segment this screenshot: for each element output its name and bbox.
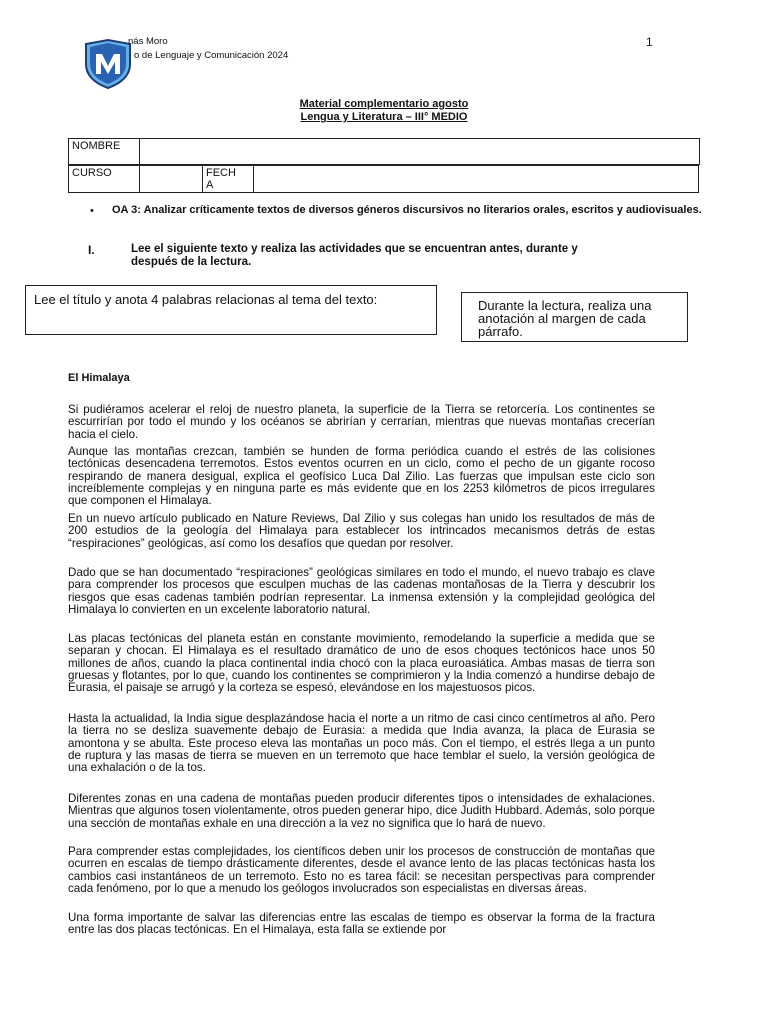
article-paragraph-9: Una forma importante de salvar las diferencias entre las escalas de tiempo es observar la forma de la fractura entre las dos placas tectónicas. En el Himalaya, esta falla se extiende por: [68, 911, 655, 937]
article-paragraph-3: En un nuevo artículo publicado en Nature Reviews, Dal Zilio y sus colegas han unido los resultados de más de 200 estudios de la geología del Himalaya para establecer los intrincados mecanismos detrás de estas “respiraciones” geológicas, así como los desafíos que quedan por resolver.: [68, 512, 655, 550]
nombre-field[interactable]: [140, 139, 700, 165]
page-number: 1: [646, 35, 653, 49]
article-paragraph-8: Para comprender estas complejidades, los científicos deben unir los procesos de construcción de montañas que ocurren en escalas de tiempo drásticamente diferentes, desde el avance lento de las placas tectónicas hasta los cambios casi instantáneos de un terremoto. Esto no es tarea fácil: se necesitan perspectivas para comprender cada fenómeno, por lo que a menudo los geólogos involucrados son especialistas en diversas áreas.: [68, 845, 655, 895]
article-paragraph-1: Si pudiéramos acelerar el reloj de nuestro planeta, la superficie de la Tierra se retorcería. Los continentes se escurrirían por todo el mundo y los océanos se abrirían y cerrarían, mientras que nuevas montañas crecerían hacia el cielo.: [68, 403, 655, 441]
course-row: [68, 165, 699, 193]
during-reading-text: Durante la lectura, realiza una anotación al margen de cada párrafo.: [478, 298, 652, 339]
during-reading-box: [461, 292, 688, 342]
fecha-field[interactable]: [254, 166, 699, 193]
article-paragraph-6: Hasta la actualidad, la India sigue desplazándose hacia el norte a un ritmo de casi cinco centímetros al año. Pero la tierra no se desliza suavemente debajo de Eurasia: a medida que India avanza, la placa de Eurasia se amontona y se abulta. Este proceso eleva las montañas un poco más. Con el tiempo, el estrés llega a un punto de ruptura y las masas de tierra se mueven en un terremoto que hace temblar el suelo, la versión geológica de una exhalación o de la tos.: [68, 712, 655, 775]
document-title: Material complementario agosto: [299, 98, 469, 110]
curso-field[interactable]: [140, 166, 203, 193]
curso-label: CURSO: [69, 166, 140, 193]
school-name: nás Moro: [128, 36, 168, 47]
objective-text: OA 3: Analizar críticamente textos de diversos géneros discursivos no literarios orales, escritos y audiovisuales.: [112, 204, 702, 216]
article-title: El Himalaya: [68, 372, 130, 384]
department-name: o de Lenguaje y Comunicación 2024: [134, 50, 289, 61]
fecha-label-part1: FECH: [206, 167, 236, 179]
article-paragraph-7: Diferentes zonas en una cadena de montañas pueden producir diferentes tipos o intensidades de exhalaciones. Mientras que algunos tosen violentamente, otros pueden generar hipo, dice Judith Hubbard. Además, solo porque una sección de montañas exhale en una dirección a la vez no significa que lo hará de nuevo.: [68, 792, 655, 830]
before-reading-box[interactable]: [25, 285, 437, 335]
before-reading-text: Lee el título y anota 4 palabras relacionas al tema del texto:: [34, 292, 378, 307]
name-row: [68, 138, 700, 165]
fecha-label-part2: A: [206, 179, 214, 191]
document-subtitle: Lengua y Literatura – III° MEDIO: [300, 111, 468, 123]
section-number: I.: [88, 243, 95, 257]
article-paragraph-4: Dado que se han documentado “respiraciones” geológicas similares en todo el mundo, el nuevo trabajo es clave para comprender los procesos que esculpen muchas de las cadenas montañosas de la Tierra y descubrir los riesgos que esas cadenas también podrían representar. La inmensa extensión y la complejidad geológica del Himalaya lo convierten en un excelente laboratorio natural.: [68, 566, 655, 616]
objective-bullet: •: [90, 205, 94, 217]
section-instructions: Lee el siguiente texto y realiza las actividades que se encuentran antes, durante y después de la lectura.: [131, 243, 578, 268]
article-paragraph-2: Aunque las montañas crezcan, también se hunden de forma periódica cuando el estrés de las colisiones tectónicas desencadena terremotos. Estos eventos ocurren en un ciclo, como el pecho de un gigante rocoso respirando de manera desigual, explica el geofísico Luca Dal Zilio. Las fuerzas que impulsan este ciclo son increíblemente complejas y en ninguna parte es más evidente que en los 2253 kilómetros de picos irregulares que componen el Himalaya.: [68, 445, 655, 508]
fecha-label: [203, 166, 254, 193]
nombre-label: NOMBRE: [69, 139, 140, 165]
article-paragraph-5: Las placas tectónicas del planeta están en constante movimiento, remodelando la superficie a medida que se separan y chocan. El Himalaya es el resultado dramático de uno de esos choques tectónicos hace unos 50 millones de años, cuando la placa continental india chocó con la placa euroasiática. Ambas masas de tierra son gruesas y flotantes, por lo que, cuando los continentes se comprimieron y la India comenzó a hundirse debajo de Eurasia, el paisaje se arrugó y la corteza se espesó, elevándose en los majestuosos picos.: [68, 632, 655, 695]
